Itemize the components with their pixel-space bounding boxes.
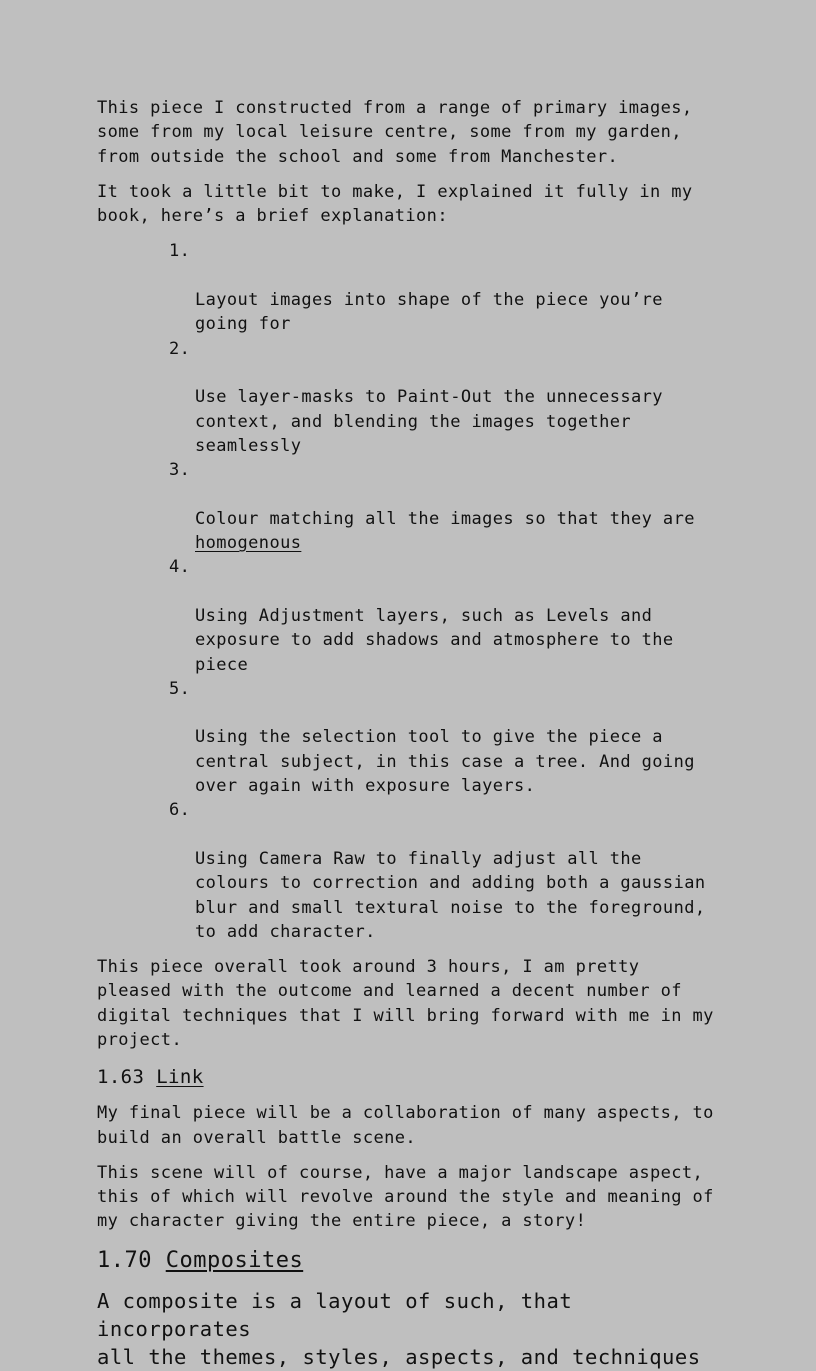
steps-list: [97, 239, 717, 944]
list-item: [97, 458, 717, 555]
list-item-text: Using Camera Raw to finally adjust all the colours to correction and adding both a gaussian blur and small textural noise to the foreground, to add character.: [195, 848, 706, 942]
section-heading-composites: [97, 1246, 717, 1276]
intro-paragraph-2: It took a little bit to make, I explained it fully in my book, here’s a brief explanation:: [97, 181, 693, 227]
list-item-text: Layout images into shape of the piece you’re going for: [195, 290, 663, 335]
list-item-number: 6.: [169, 800, 191, 821]
section-number: 1.63: [97, 1066, 145, 1089]
section-number: 1.70: [97, 1247, 152, 1273]
list-item-number: 4.: [169, 557, 191, 578]
list-item-text: Colour matching all the images so that they are: [195, 508, 695, 529]
link-paragraph-1: My final piece will be a collaboration of many aspects, to build an overall battle scene.: [97, 1103, 714, 1148]
composites-paragraph: A composite is a layout of such, that incorporates all the themes, styles, aspects, and techniques: [97, 1288, 701, 1369]
list-item: [97, 239, 717, 336]
link-paragraph-2: This scene will of course, have a major landscape aspect, this of which will revolve around the style and meaning of my character giving the entire piece, a story!: [97, 1162, 714, 1232]
list-item: [97, 677, 717, 798]
list-item-number: 1.: [169, 241, 191, 262]
list-item-underlined-word: homogenous: [195, 533, 302, 554]
section-heading-link: [97, 1064, 717, 1090]
list-item-text: Using the selection tool to give the piece a central subject, in this case a tree. And going over again with exposure layers.: [195, 727, 695, 797]
list-item-number: 3.: [169, 460, 191, 481]
section-title: Composites: [165, 1247, 304, 1273]
list-item: [97, 337, 717, 458]
list-item: [97, 798, 717, 944]
outro-paragraph: This piece overall took around 3 hours, I am pretty pleased with the outcome and learned a decent number of digital techniques that I will bring forward with me in my project.: [97, 957, 714, 1050]
document-body: [97, 96, 717, 1371]
list-item: [97, 555, 717, 676]
list-item-text: Using Adjustment layers, such as Levels and exposure to add shadows and atmosphere to the piece: [195, 605, 674, 675]
section-title: Link: [156, 1066, 204, 1089]
list-item-number: 5.: [169, 678, 191, 699]
list-item-number: 2.: [169, 338, 191, 359]
list-item-text: Use layer-masks to Paint-Out the unnecessary context, and blending the images together seamlessly: [195, 387, 663, 456]
intro-paragraph-1: This piece I constructed from a range of primary images, some from my local leisure centre, some from my garden, from outside the school and some from Manchester.: [97, 98, 693, 167]
